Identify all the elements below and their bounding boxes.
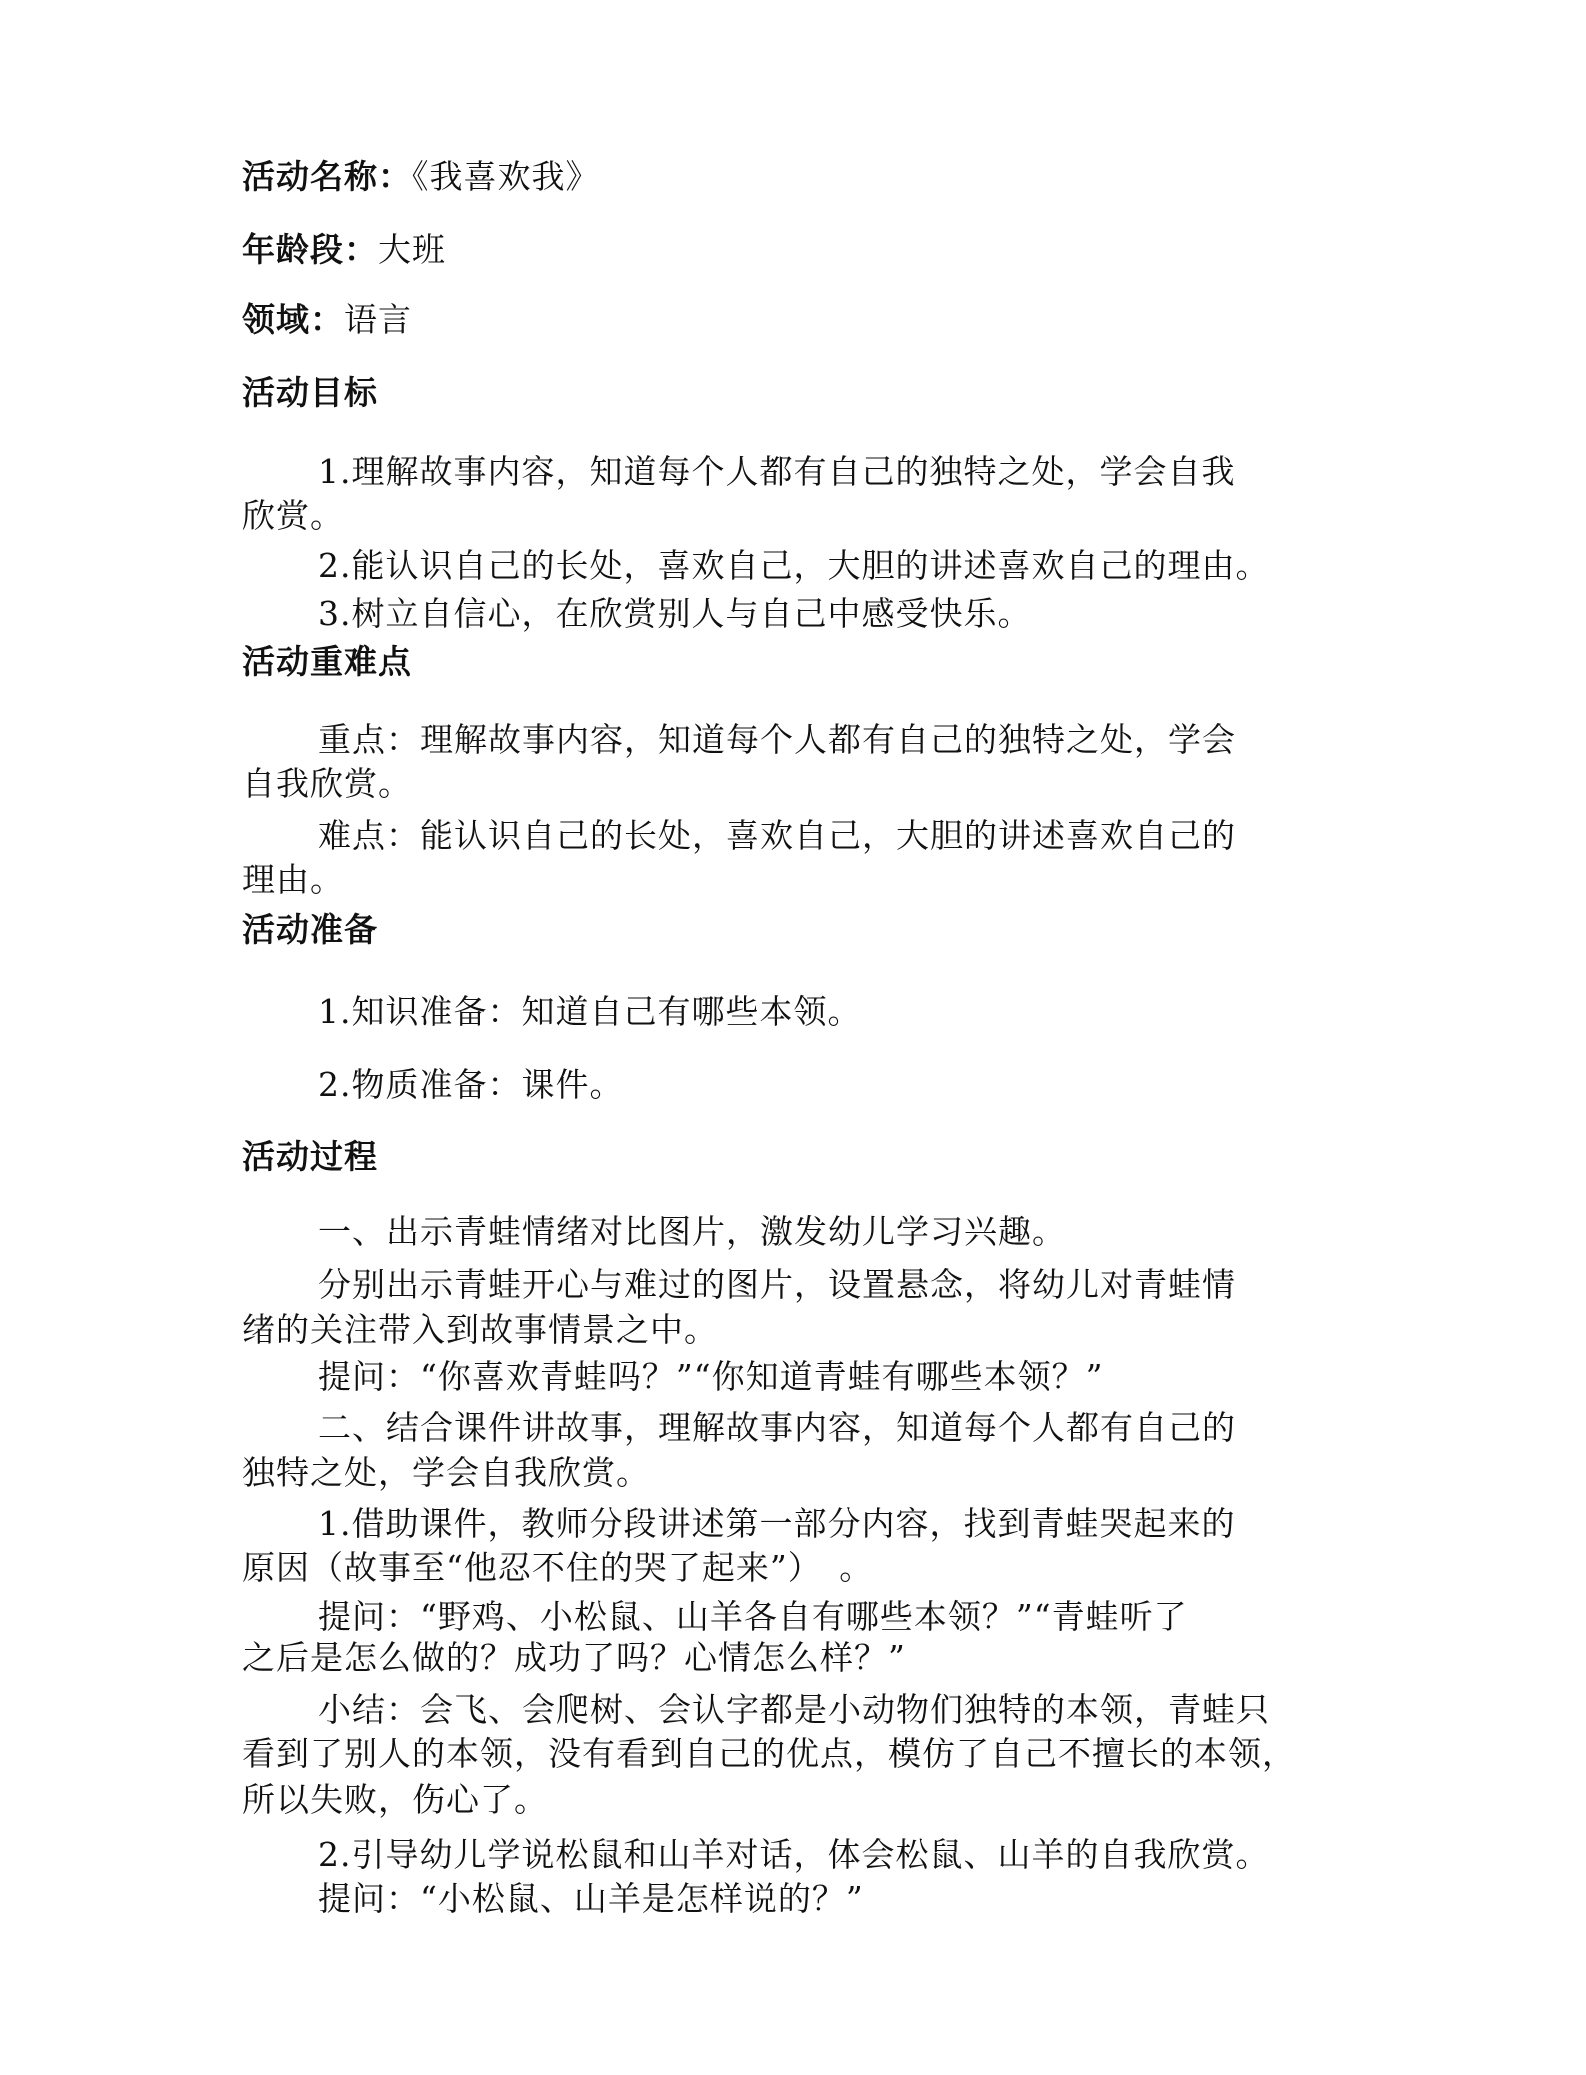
process-line: 提问：“小松鼠、山羊是怎样说的？” <box>318 1879 864 1918</box>
difficult-point-line2: 理由。 <box>242 860 344 899</box>
age-group-line <box>242 230 446 270</box>
process-line: 绪的关注带入到故事情景之中。 <box>242 1310 718 1349</box>
domain-label: 领域： <box>242 300 344 339</box>
age-group-label: 年龄段： <box>242 230 378 269</box>
process-line: 独特之处，学会自我欣赏。 <box>242 1453 650 1492</box>
preparation-item-1: 1.知识准备：知道自己有哪些本领。 <box>318 992 862 1031</box>
process-line: 2.引导幼儿学说松鼠和山羊对话，体会松鼠、山羊的自我欣赏。 <box>318 1835 1270 1874</box>
process-line: 原因（故事至“他忍不住的哭了起来”） 。 <box>242 1548 874 1587</box>
activity-name-label: 活动名称： <box>242 157 412 196</box>
domain-value: 语言 <box>344 300 412 339</box>
process-line: 之后是怎么做的？成功了吗？心情怎么样？” <box>242 1638 906 1677</box>
process-line: 看到了别人的本领，没有看到自己的优点，模仿了自己不擅长的本领， <box>242 1734 1296 1773</box>
key-points-heading: 活动重难点 <box>242 642 412 681</box>
objectives-heading: 活动目标 <box>242 373 378 412</box>
key-point-line2: 自我欣赏。 <box>242 764 412 803</box>
process-line: 一、出示青蛙情绪对比图片，激发幼儿学习兴趣。 <box>318 1212 1066 1251</box>
objective-2: 2.能认识自己的长处，喜欢自己，大胆的讲述喜欢自己的理由。 <box>318 546 1270 585</box>
objective-1-line2: 欣赏。 <box>242 496 344 535</box>
objective-1-line1: 1.理解故事内容，知道每个人都有自己的独特之处，学会自我 <box>318 452 1236 491</box>
process-line: 二、结合课件讲故事，理解故事内容，知道每个人都有自己的 <box>318 1408 1236 1447</box>
objective-3: 3.树立自信心，在欣赏别人与自己中感受快乐。 <box>318 594 1032 633</box>
process-line: 小结：会飞、会爬树、会认字都是小动物们独特的本领，青蛙只 <box>318 1690 1270 1729</box>
age-group-value: 大班 <box>378 230 446 269</box>
process-line: 所以失败，伤心了。 <box>242 1780 548 1819</box>
domain-line <box>242 300 412 340</box>
process-heading: 活动过程 <box>242 1137 378 1176</box>
process-line: 提问：“你喜欢青蛙吗？”“你知道青蛙有哪些本领？” <box>318 1357 1104 1396</box>
process-line: 提问：“野鸡、小松鼠、山羊各自有哪些本领？”“青蛙听了 <box>318 1597 1188 1636</box>
activity-name-line <box>242 157 600 197</box>
activity-name-value: 《我喜欢我》 <box>412 157 600 196</box>
key-point-line1: 重点：理解故事内容，知道每个人都有自己的独特之处，学会 <box>318 720 1236 759</box>
preparation-heading: 活动准备 <box>242 910 378 949</box>
process-line: 分别出示青蛙开心与难过的图片，设置悬念，将幼儿对青蛙情 <box>318 1265 1236 1304</box>
difficult-point-line1: 难点：能认识自己的长处，喜欢自己，大胆的讲述喜欢自己的 <box>318 816 1236 855</box>
process-line: 1.借助课件，教师分段讲述第一部分内容，找到青蛙哭起来的 <box>318 1504 1236 1543</box>
preparation-item-2: 2.物质准备：课件。 <box>318 1065 624 1104</box>
